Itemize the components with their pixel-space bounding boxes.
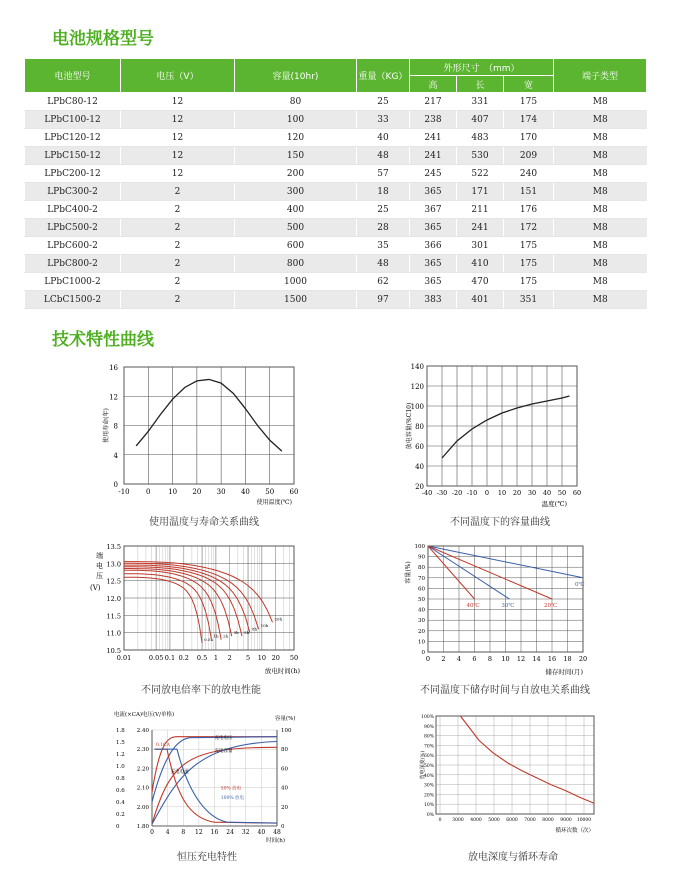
cell-voltage: 2	[121, 273, 235, 291]
header-voltage: 电压（V）	[121, 59, 235, 93]
y-axis-label-2: 电	[96, 562, 103, 570]
x-tick-label: 8000	[542, 818, 554, 823]
y-tick-label: 50	[418, 597, 425, 603]
cell-height: 241	[410, 147, 457, 165]
cell-height: 238	[410, 111, 457, 129]
x-tick-label: 10	[168, 488, 178, 496]
header-capacity: 容量(10hr)	[235, 59, 357, 93]
cell-length: 470	[457, 273, 504, 291]
x-tick-label: 8	[487, 655, 493, 663]
voltage-tick-label: 1.80	[136, 824, 149, 830]
y-tick-label: 13.0	[106, 560, 121, 569]
x-axis-label: 储存时间(月)	[545, 668, 583, 676]
series-label: 0℃	[575, 581, 585, 588]
y-tick-label: 10	[418, 639, 425, 646]
cell-terminal: M8	[554, 291, 647, 309]
voltage-tick-label: 2.10	[136, 785, 149, 792]
x-tick-label: 60	[572, 489, 582, 497]
cell-weight: 35	[357, 237, 410, 255]
legend-capacity: 充电容量	[214, 749, 233, 754]
table-row	[25, 273, 647, 291]
cell-model: LPbC80-12	[25, 93, 121, 111]
cell-weight: 25	[357, 93, 410, 111]
cell-terminal: M8	[554, 237, 647, 255]
cell-model: LPbC600-2	[25, 237, 121, 255]
current-tick-label: 0.8	[116, 776, 125, 782]
x-tick-label: -20	[451, 489, 463, 497]
cell-height: 241	[410, 129, 457, 147]
table-row	[25, 255, 647, 273]
table-row	[25, 183, 647, 201]
cell-length: 410	[457, 255, 504, 273]
y-axis-label: 放电深度(%)	[420, 750, 426, 780]
series-end-label: 2h	[223, 633, 229, 639]
y-tick-label: 70%	[423, 744, 434, 750]
caption-self-discharge: 不同温度下储存时间与自放电关系曲线	[420, 685, 590, 696]
y-tick-label: 20%	[423, 793, 434, 799]
y-tick-label: 40%	[423, 773, 434, 779]
x-tick-label: 5000	[488, 818, 500, 823]
cell-voltage: 2	[121, 255, 235, 273]
x-tick-label: 14	[532, 655, 541, 663]
x-tick-label: 60	[289, 488, 299, 496]
cell-capacity: 1000	[235, 273, 357, 291]
y-tick-label: 80%	[423, 734, 434, 740]
annotation-label: 0.1CA	[156, 743, 170, 748]
cell-capacity: 1500	[235, 291, 357, 309]
x-tick-label: 0	[484, 489, 490, 497]
y-axis-label: 容量(%)	[405, 561, 412, 584]
y-tick-label: 0%	[426, 813, 434, 818]
x-tick-label: 16	[210, 829, 219, 836]
y-tick-label: 90%	[423, 724, 434, 730]
x-tick-label: 0.5	[196, 654, 208, 662]
x-axis-label: 使用温度(℃)	[256, 499, 292, 506]
cell-terminal: M8	[554, 183, 647, 201]
cell-length: 171	[457, 183, 504, 201]
cell-length: 483	[457, 129, 504, 147]
x-tick-label: 16	[547, 655, 557, 663]
voltage-tick-label: 2.30	[136, 747, 149, 754]
y-tick-label: 30%	[423, 783, 434, 789]
cell-width: 151	[504, 183, 554, 201]
x-tick-label: -30	[436, 489, 448, 497]
y-tick-label: 0	[113, 481, 118, 489]
chart-self-discharge	[400, 540, 600, 680]
y-tick-label: 10.5	[106, 647, 121, 655]
y-tick-label: 60%	[423, 754, 434, 760]
y-tick-label: 12	[109, 393, 118, 402]
series-end-label: 8h	[251, 626, 258, 632]
y-tick-label: 120	[410, 383, 424, 391]
y-tick-label: 90	[418, 554, 425, 561]
y-tick-label: 100%	[421, 715, 434, 720]
y-tick-label: 30	[418, 618, 425, 625]
x-tick-label: 40	[542, 489, 552, 497]
series-end-label: 10h	[260, 623, 269, 629]
cell-width: 209	[504, 147, 554, 165]
y-tick-label: 20	[418, 628, 425, 635]
cell-weight: 18	[357, 183, 410, 201]
current-tick-label: 1.0	[116, 764, 125, 770]
cell-weight: 97	[357, 291, 410, 309]
series-label: 40℃	[466, 603, 480, 609]
cell-terminal: M8	[554, 165, 647, 183]
header-dims: 外形尺寸 （mm）	[410, 59, 554, 76]
x-tick-label: 30	[527, 489, 537, 497]
x-tick-label: 7000	[524, 818, 536, 823]
cell-height: 365	[410, 273, 457, 291]
x-tick-label: 20	[578, 655, 588, 663]
cell-weight: 48	[357, 255, 410, 273]
curves-section-title: 技术特性曲线	[52, 330, 154, 350]
x-tick-label: 2	[227, 654, 232, 662]
x-tick-label: 50	[557, 489, 567, 497]
cell-voltage: 12	[121, 165, 235, 183]
cell-weight: 40	[357, 129, 410, 147]
cell-capacity: 400	[235, 201, 357, 219]
x-tick-label: 6	[472, 655, 477, 663]
capacity-tick-label: 100	[281, 728, 292, 734]
x-tick-label: 0.2	[178, 654, 189, 662]
series-end-label: 20h	[274, 616, 283, 622]
x-tick-label: 0.01	[116, 654, 132, 662]
series-line-life	[136, 379, 282, 451]
caption-discharge-rate: 不同放电倍率下的放电性能	[141, 685, 261, 696]
cell-voltage: 2	[121, 183, 235, 201]
cell-model: LPbC300-2	[25, 183, 121, 201]
cell-voltage: 2	[121, 237, 235, 255]
table-row	[25, 165, 647, 183]
y-axis-label-3: 压	[96, 572, 103, 580]
chart-dod-cycle	[418, 712, 608, 842]
caption-temp-life: 使用温度与寿命关系曲线	[149, 517, 259, 528]
spec-section-title: 电池规格型号	[52, 29, 154, 49]
cell-model: LPbC200-12	[25, 165, 121, 183]
x-tick-label: 0	[438, 818, 442, 823]
x-tick-label: 48	[273, 829, 281, 836]
cell-length: 331	[457, 93, 504, 111]
cell-height: 245	[410, 165, 457, 183]
cell-model: LPbC100-12	[25, 111, 121, 129]
series-line-current-50	[155, 749, 278, 823]
cell-capacity: 120	[235, 129, 357, 147]
current-tick-label: 0.4	[116, 800, 125, 806]
capacity-tick-label: 0	[281, 824, 285, 830]
x-tick-label: 40	[257, 829, 266, 836]
voltage-tick-label: 2.20	[136, 766, 149, 773]
cell-height: 383	[410, 291, 457, 309]
table-row	[25, 93, 647, 111]
x-tick-label: 0	[150, 829, 154, 836]
cell-capacity: 600	[235, 237, 357, 255]
table-row	[25, 237, 647, 255]
x-tick-label: 5	[245, 654, 251, 662]
series-end-label: 0.5h	[204, 637, 214, 643]
y-axis-label-current: 电流(×CA)	[114, 712, 143, 718]
cell-capacity: 300	[235, 183, 357, 201]
cell-voltage: 2	[121, 219, 235, 237]
cell-weight: 33	[357, 111, 410, 129]
x-tick-label: 4	[165, 829, 170, 836]
cell-width: 351	[504, 291, 554, 309]
cell-terminal: M8	[554, 201, 647, 219]
y-axis-label: 放电容量(%C10)	[406, 402, 413, 450]
series-line-rate-0.25C	[124, 563, 259, 629]
x-tick-label: 20	[192, 488, 202, 496]
table-row	[25, 201, 647, 219]
cell-length: 241	[457, 219, 504, 237]
capacity-tick-label: 40	[281, 785, 288, 792]
cell-capacity: 200	[235, 165, 357, 183]
cell-voltage: 2	[121, 201, 235, 219]
x-tick-label: 10	[501, 655, 510, 663]
y-tick-label: 11.0	[106, 629, 121, 638]
y-tick-label: 100	[410, 403, 424, 411]
voltage-tick-label: 2.40	[136, 728, 149, 734]
cell-height: 365	[410, 219, 457, 237]
series-line-capacity	[442, 396, 570, 458]
spec-table	[24, 58, 647, 309]
cell-terminal: M8	[554, 129, 647, 147]
cell-width: 174	[504, 111, 554, 129]
y-axis-label: 使用寿命(年)	[103, 408, 110, 443]
cell-model: LPbC400-2	[25, 201, 121, 219]
y-tick-label: 0	[421, 650, 425, 656]
cell-length: 301	[457, 237, 504, 255]
caption-cv-charge: 恒压充电特性	[177, 852, 237, 863]
x-axis-label: 循环次数（次）	[555, 828, 594, 834]
y-tick-label: 8	[113, 422, 118, 431]
cell-length: 407	[457, 111, 504, 129]
x-tick-label: -10	[466, 489, 478, 497]
capacity-tick-label: 20	[281, 804, 288, 811]
cell-width: 170	[504, 129, 554, 147]
cell-width: 176	[504, 201, 554, 219]
chart-discharge-rate	[86, 540, 306, 680]
cell-model: LCbC1500-2	[25, 291, 121, 309]
cell-capacity: 100	[235, 111, 357, 129]
header-model: 电池型号	[25, 59, 121, 93]
cell-weight: 57	[357, 165, 410, 183]
cell-height: 367	[410, 201, 457, 219]
series-line-dod	[460, 716, 594, 803]
y-tick-label: 60	[418, 586, 425, 593]
cell-weight: 25	[357, 201, 410, 219]
legend-voltage: 充电电压	[214, 736, 233, 741]
current-tick-label: 0	[116, 824, 120, 830]
cell-model: LPbC150-12	[25, 147, 121, 165]
series-end-label: 5h	[244, 630, 250, 636]
capacity-tick-label: 80	[281, 747, 288, 754]
cell-width: 175	[504, 237, 554, 255]
x-tick-label: 40	[240, 488, 250, 496]
cell-voltage: 12	[121, 147, 235, 165]
spec-table-body	[25, 93, 647, 309]
y-tick-label: 10%	[423, 803, 434, 809]
cell-width: 175	[504, 93, 554, 111]
header-weight: 重量（KG）	[357, 59, 410, 93]
x-tick-label: 4	[456, 655, 462, 663]
x-tick-label: 9000	[560, 818, 572, 823]
header-height: 高	[410, 76, 457, 93]
y-tick-label: 40	[418, 607, 425, 614]
cell-height: 365	[410, 183, 457, 201]
y-axis-unit: (V)	[90, 584, 101, 592]
table-row	[25, 291, 647, 309]
x-tick-label: 4000	[470, 818, 482, 823]
y-tick-label: 20	[415, 483, 424, 491]
caption-temp-capacity: 不同温度下的容量曲线	[450, 517, 550, 528]
cell-capacity: 500	[235, 219, 357, 237]
current-tick-label: 1.8	[116, 728, 125, 734]
y-tick-label: 50%	[423, 764, 434, 769]
x-axis-label: 时间(h)	[266, 838, 285, 844]
cell-weight: 62	[357, 273, 410, 291]
header-length: 长	[457, 76, 504, 93]
x-tick-label: 18	[563, 655, 572, 663]
y-tick-label: 80	[415, 423, 424, 431]
caption-dod-cycle: 放电深度与循环寿命	[468, 852, 558, 863]
y-tick-label: 40	[415, 463, 424, 471]
series-end-label: 3h	[233, 630, 239, 636]
cell-width: 172	[504, 219, 554, 237]
cell-length: 401	[457, 291, 504, 309]
voltage-tick-label: 2.00	[136, 804, 149, 811]
series-line-rate-3C	[124, 577, 202, 643]
y-tick-label: 13.5	[106, 543, 121, 551]
header-terminal: 端子类型	[554, 59, 647, 93]
cell-height: 365	[410, 255, 457, 273]
x-tick-label: 2	[441, 655, 446, 663]
x-tick-label: 0.05	[148, 654, 164, 662]
current-tick-label: 1.2	[116, 752, 125, 758]
series-line-current-100	[155, 749, 278, 823]
x-tick-label: 24	[226, 829, 234, 836]
chart-temp-capacity	[405, 360, 595, 510]
cell-model: LPbC500-2	[25, 219, 121, 237]
y-tick-label: 11.5	[106, 612, 121, 621]
table-row	[25, 147, 647, 165]
legend-50: 50% 放电	[220, 786, 242, 792]
cell-voltage: 12	[121, 93, 235, 111]
series-label: 30℃	[501, 603, 515, 609]
x-tick-label: 50	[265, 488, 275, 496]
cell-capacity: 800	[235, 255, 357, 273]
cell-capacity: 150	[235, 147, 357, 165]
cell-model: LPbC1000-2	[25, 273, 121, 291]
cell-terminal: M8	[554, 255, 647, 273]
x-tick-label: 20	[512, 489, 522, 497]
cell-voltage: 2	[121, 291, 235, 309]
y-tick-label: 100	[414, 544, 425, 550]
table-row	[25, 219, 647, 237]
cell-capacity: 80	[235, 93, 357, 111]
header-width: 宽	[504, 76, 554, 93]
x-tick-label: -40	[421, 489, 433, 497]
cell-voltage: 12	[121, 111, 235, 129]
table-row	[25, 111, 647, 129]
y-tick-label: 60	[415, 443, 424, 451]
cell-terminal: M8	[554, 111, 647, 129]
chart-temp-life	[104, 365, 304, 515]
x-tick-label: 30	[216, 488, 226, 496]
y-tick-label: 70	[418, 575, 425, 582]
x-tick-label: 10000	[576, 818, 592, 823]
y-tick-label: 80	[418, 565, 425, 572]
x-tick-label: 0	[146, 488, 151, 496]
y-tick-label: 4	[113, 451, 118, 460]
x-tick-label: 12	[516, 655, 526, 663]
cell-length: 522	[457, 165, 504, 183]
cell-height: 217	[410, 93, 457, 111]
cell-terminal: M8	[554, 219, 647, 237]
current-tick-label: 0.2	[116, 812, 125, 818]
current-tick-label: 1.5	[116, 740, 125, 746]
x-tick-label: 12	[195, 829, 203, 836]
x-tick-label: 50	[289, 654, 299, 662]
series-label: 20℃	[544, 603, 558, 609]
chart-cv-charge	[112, 708, 302, 848]
capacity-tick-label: 60	[281, 766, 288, 773]
y-axis-label-1: 端	[96, 552, 103, 560]
cell-width: 240	[504, 165, 554, 183]
x-tick-label: -10	[118, 488, 130, 496]
y-axis-label-voltage: 电压(V/单格)	[142, 712, 175, 718]
y-tick-label: 140	[410, 363, 424, 371]
x-tick-label: 8	[181, 829, 186, 836]
y-tick-label: 16	[109, 364, 118, 372]
cell-length: 530	[457, 147, 504, 165]
cell-width: 175	[504, 273, 554, 291]
cell-terminal: M8	[554, 147, 647, 165]
series-end-label: 1h	[213, 633, 219, 639]
x-tick-label: 3000	[452, 818, 464, 823]
legend-100: 100% 放电	[220, 796, 245, 802]
cell-weight: 28	[357, 219, 410, 237]
x-tick-label: 32	[241, 829, 250, 836]
cell-height: 366	[410, 237, 457, 255]
x-tick-label: 6000	[506, 818, 518, 823]
x-axis-label: 放电时间(h)	[264, 667, 300, 675]
cell-weight: 48	[357, 147, 410, 165]
x-tick-label: 0.1	[164, 654, 176, 662]
cell-voltage: 12	[121, 129, 235, 147]
x-tick-label: 0	[425, 655, 431, 663]
y-tick-label: 12.0	[106, 595, 121, 603]
current-tick-label: 0.6	[116, 788, 125, 794]
cell-width: 175	[504, 255, 554, 273]
table-row	[25, 129, 647, 147]
x-axis-label: 温度(℃)	[541, 500, 567, 508]
cell-model: LPbC800-2	[25, 255, 121, 273]
y-tick-label: 12.5	[106, 577, 121, 586]
cell-length: 211	[457, 201, 504, 219]
cell-terminal: M8	[554, 93, 647, 111]
x-tick-label: 10	[497, 489, 507, 497]
legend-current: 充电电流	[170, 770, 189, 776]
x-tick-label: 1	[213, 654, 218, 662]
x-tick-label: 10	[257, 654, 267, 662]
y-axis-label-capacity: 容量(%)	[275, 716, 296, 722]
x-tick-label: 20	[271, 654, 280, 662]
cell-model: LPbC120-12	[25, 129, 121, 147]
cell-terminal: M8	[554, 273, 647, 291]
